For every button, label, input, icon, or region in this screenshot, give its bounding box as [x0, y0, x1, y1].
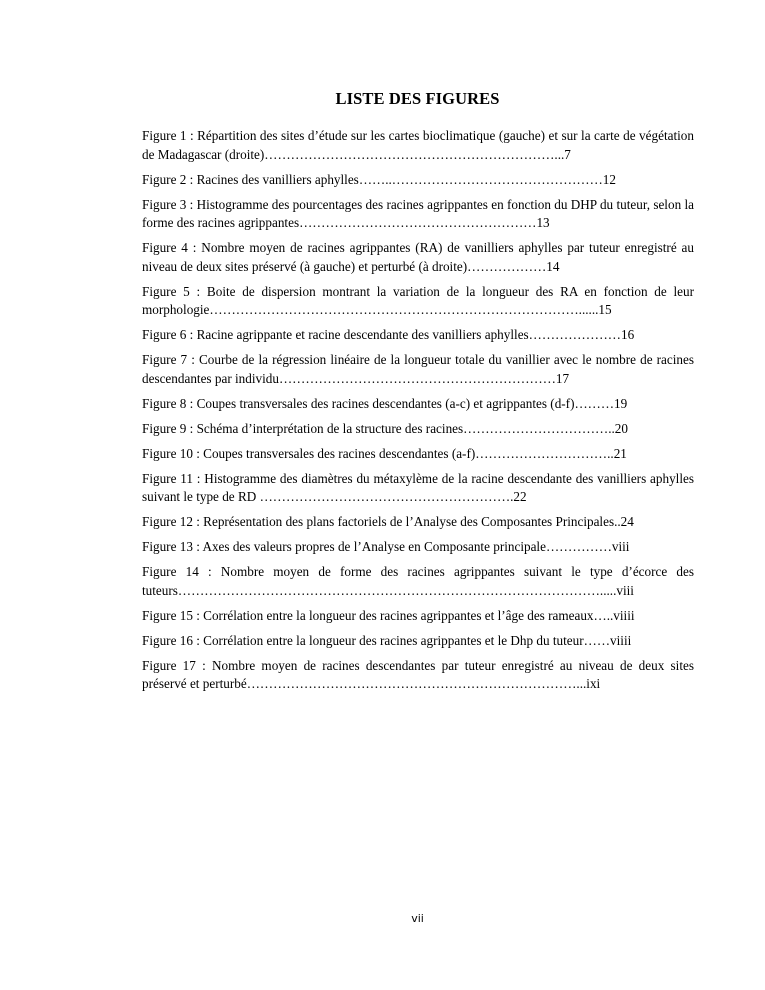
figure-entry-5: Figure 5 : Boite de dispersion montrant la variation de la longueur des RA en fonction de leur morphologie…………………………………………………………………………......15	[142, 283, 694, 317]
figure-entry-3: Figure 3 : Histogramme des pourcentages des racines agrippantes en fonction du DHP du tuteur, selon la forme des racines agrippantes………………………………………………13	[142, 196, 694, 230]
figure-entry-8: Figure 8 : Coupes transversales des racines descendantes (a-c) et agrippantes (d-f)………19	[142, 395, 628, 411]
figure-entry-16: Figure 16 : Corrélation entre la longueur des racines agrippantes et le Dhp du tuteur……viiii	[142, 632, 632, 648]
figure-entry-13: Figure 13 : Axes des valeurs propres de l’Analyse en Composante principale……………viii	[142, 539, 630, 554]
figure-entry-15: Figure 15 : Corrélation entre la longueur des racines agrippantes et l’âge des rameaux…..viiii	[142, 607, 635, 623]
figure-entry-10: Figure 10 : Coupes transversales des racines descendantes (a-f)…………………………..21	[142, 445, 627, 461]
page-number: vii	[411, 912, 424, 925]
figure-entry-6: Figure 6 : Racine agrippante et racine descendante des vanilliers aphylles…………………16	[142, 327, 635, 342]
page-title: LISTE DES FIGURES	[335, 89, 500, 108]
figure-entry-7: Figure 7 : Courbe de la régression linéaire de la longueur totale du vanillier avec le nombre de racines descendantes par individu………………………………………………………17	[142, 352, 694, 386]
figure-entry-11: Figure 11 : Histogramme des diamètres du métaxylème de la racine descendante des vanilliers aphylles suivant le type de RD ………………………………………………….22	[142, 470, 694, 504]
figure-list	[142, 127, 694, 700]
figure-entry-2: Figure 2 : Racines des vanilliers aphylles……..…………………………………………12	[142, 171, 616, 187]
figure-entry-9: Figure 9 : Schéma d’interprétation de la structure des racines……………………………..20	[142, 420, 628, 436]
figure-entry-4: Figure 4 : Nombre moyen de racines agrippantes (RA) de vanilliers aphylles par tuteur enregistré au niveau de deux sites préservé (à gauche) et perturbé (à droite)………………14	[142, 240, 694, 274]
figure-entry-12: Figure 12 : Représentation des plans factoriels de l’Analyse des Composantes Principales..24	[142, 514, 634, 529]
figure-entry-17: Figure 17 : Nombre moyen de racines descendantes par tuteur enregistré au niveau de deux sites préservé et perturbé…………………………………………………………………...ixi	[142, 657, 694, 691]
figure-entry-1: Figure 1 : Répartition des sites d’étude sur les cartes bioclimatique (gauche) et sur la carte de végétation de Madagascar (droite)…………………………………………………………...7	[142, 128, 694, 162]
figure-entry-14: Figure 14 : Nombre moyen de forme des racines agrippantes suivant le type d’écorce des tuteurs…………………………………………………………………………………….....viii	[142, 564, 694, 598]
